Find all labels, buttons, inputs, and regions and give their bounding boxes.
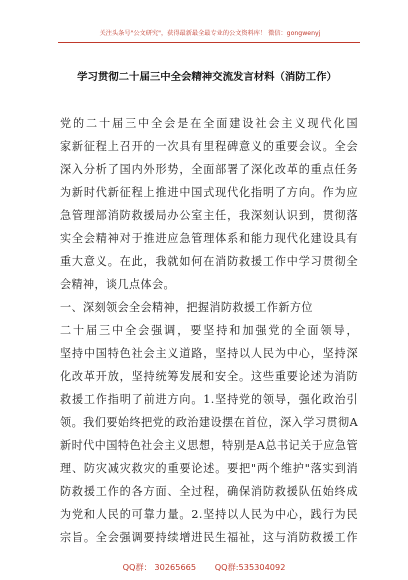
body-line: 实全会精神对于推进应急管理体系和能力现代化建设具有	[60, 232, 358, 245]
body-line: 宗旨。全会强调要持续增进民生福祉，这与消防救援工作	[60, 531, 358, 544]
body-line: 党的二十届三中全会是在全面建设社会主义现代化国	[60, 117, 358, 130]
body-line: 为新时代新征程上推进中国式现代化指明了方向。作为应	[60, 186, 358, 199]
header-notice: 关注头条号"公文研究"，获得最新最全最专业的公文资料库！ 微信：gongwenyj	[99, 30, 321, 37]
body-line: 新时代中国特色社会主义思想，特别是A总书记关于应急管	[60, 439, 358, 452]
body-line: 二十届三中全会强调，要坚持和加强党的全面领导，	[60, 324, 358, 337]
body-line: 深入分析了国内外形势，全面部署了深化改革的重点任务	[60, 163, 358, 176]
body-line: 理、防灾减灾救灾的重要论述。要把"两个维护"落实到消	[60, 462, 358, 475]
body-line: 化改革开放，坚持统筹发展和安全。这些重要论述为消防	[60, 370, 358, 383]
footer	[0, 562, 408, 573]
section-heading: 一、深刻领会全会精神，把握消防救援工作新方位	[60, 301, 313, 314]
document-body	[60, 112, 358, 549]
header-divider	[58, 42, 360, 43]
footer-qq-group-1: QQ群： 30265665	[122, 562, 197, 572]
body-line: 为党和人民的可靠力量。2.坚持以人民为中心，践行为民	[60, 508, 358, 521]
body-line: 领。我们要始终把党的政治建设摆在首位，深入学习贯彻A	[60, 416, 358, 429]
body-line: 防救援工作的各方面、全过程，确保消防救援队伍始终成	[60, 485, 358, 498]
footer-qq-group-2: QQ群:535304092	[214, 562, 286, 572]
body-line: 救援工作指明了前进方向。1.坚持党的领导，强化政治引	[60, 393, 358, 406]
body-line: 会精神，谈几点体会。	[60, 278, 175, 291]
body-line: 坚持中国特色社会主义道路，坚持以人民为中心，坚持深	[60, 347, 358, 360]
document-title: 学习贯彻二十届三中全会精神交流发言材料（消防工作）	[77, 71, 337, 83]
body-line: 急管理部消防救援局办公室主任，我深刻认识到，贯彻落	[60, 209, 358, 222]
body-line: 家新征程上召开的一次具有里程碑意义的重要会议。全会	[60, 140, 358, 153]
body-line: 重大意义。在此，我就如何在消防救援工作中学习贯彻全	[60, 255, 358, 268]
